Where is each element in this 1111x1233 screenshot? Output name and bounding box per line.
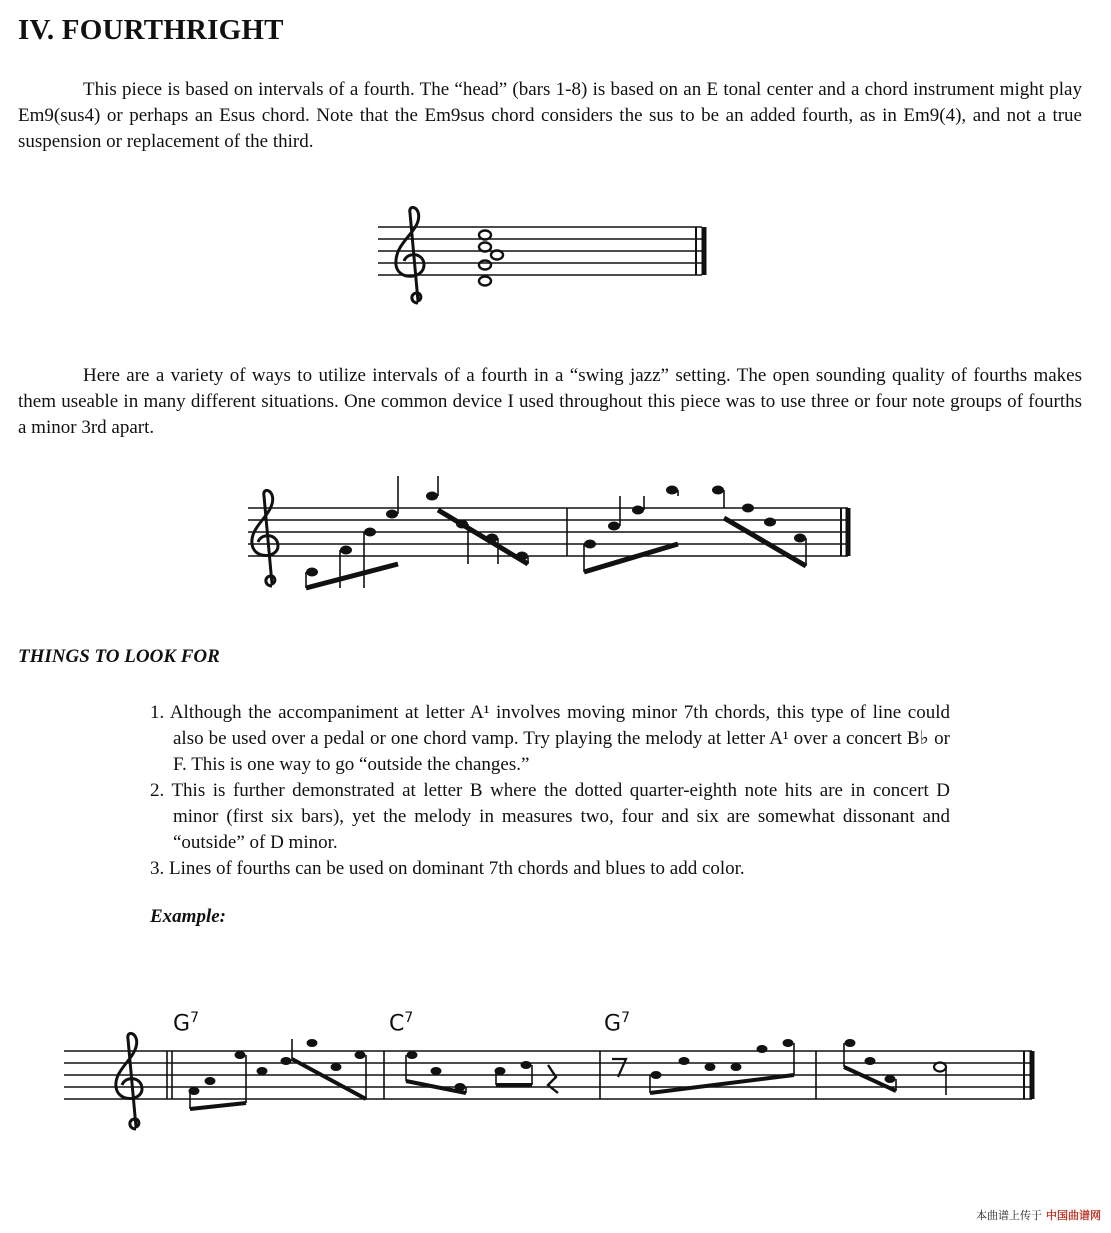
- chord-staff: [370, 205, 715, 310]
- tips-list: [150, 700, 950, 882]
- fourths-staff: [240, 460, 860, 595]
- list-item: 3. Lines of fourths can be used on dominant 7th chords and blues to add color.: [150, 858, 745, 879]
- list-item: 2. This is further demonstrated at letter B where the dotted quarter-eighth note hits are in concert D minor (first six bars), yet the melody in measures two, four and six are somewhat dissonant and “outside” of D minor.: [150, 780, 950, 853]
- chord-symbol: $G^7$: [604, 1010, 630, 1037]
- example-staff: [60, 1025, 1040, 1135]
- second-paragraph: Here are a variety of ways to utilize intervals of a fourth in a “swing jazz” setting. The open sounding quality of fourths makes them useable in many different situations. One common device I used throughout this piece was to use three or four note groups of fourths a minor 3rd apart.: [18, 365, 1082, 438]
- footer-upload-text: 本曲谱上传于: [976, 1209, 1042, 1222]
- list-item: 1. Although the accompaniment at letter A¹ involves moving minor 7th chords, this type of line could also be used over a pedal or one chord vamp. Try playing the melody at letter A¹ over a concert B♭ or F. This is one way to go “outside the changes.”: [150, 702, 950, 775]
- section-heading: THINGS TO LOOK FOR: [18, 646, 220, 667]
- footer: [976, 1207, 1101, 1223]
- page-title: IV. FOURTHRIGHT: [18, 14, 284, 46]
- quarter-rest-icon: [548, 1065, 558, 1093]
- example-label: Example:: [150, 906, 226, 927]
- intro-paragraph: This piece is based on intervals of a fourth. The “head” (bars 1-8) is based on an E tonal center and a chord instrument might play Em9(sus4) or perhaps an Esus chord. Note that the Em9sus chord considers the sus to be an added fourth, as in Em9(4), and not a true suspension or replacement of the third.: [18, 79, 1082, 152]
- site-logo: 中国曲谱网: [1046, 1209, 1101, 1222]
- treble-clef-icon: [396, 207, 424, 303]
- chord-symbol: $G^7$: [173, 1010, 199, 1037]
- chord-symbol: $C^7$: [389, 1010, 414, 1037]
